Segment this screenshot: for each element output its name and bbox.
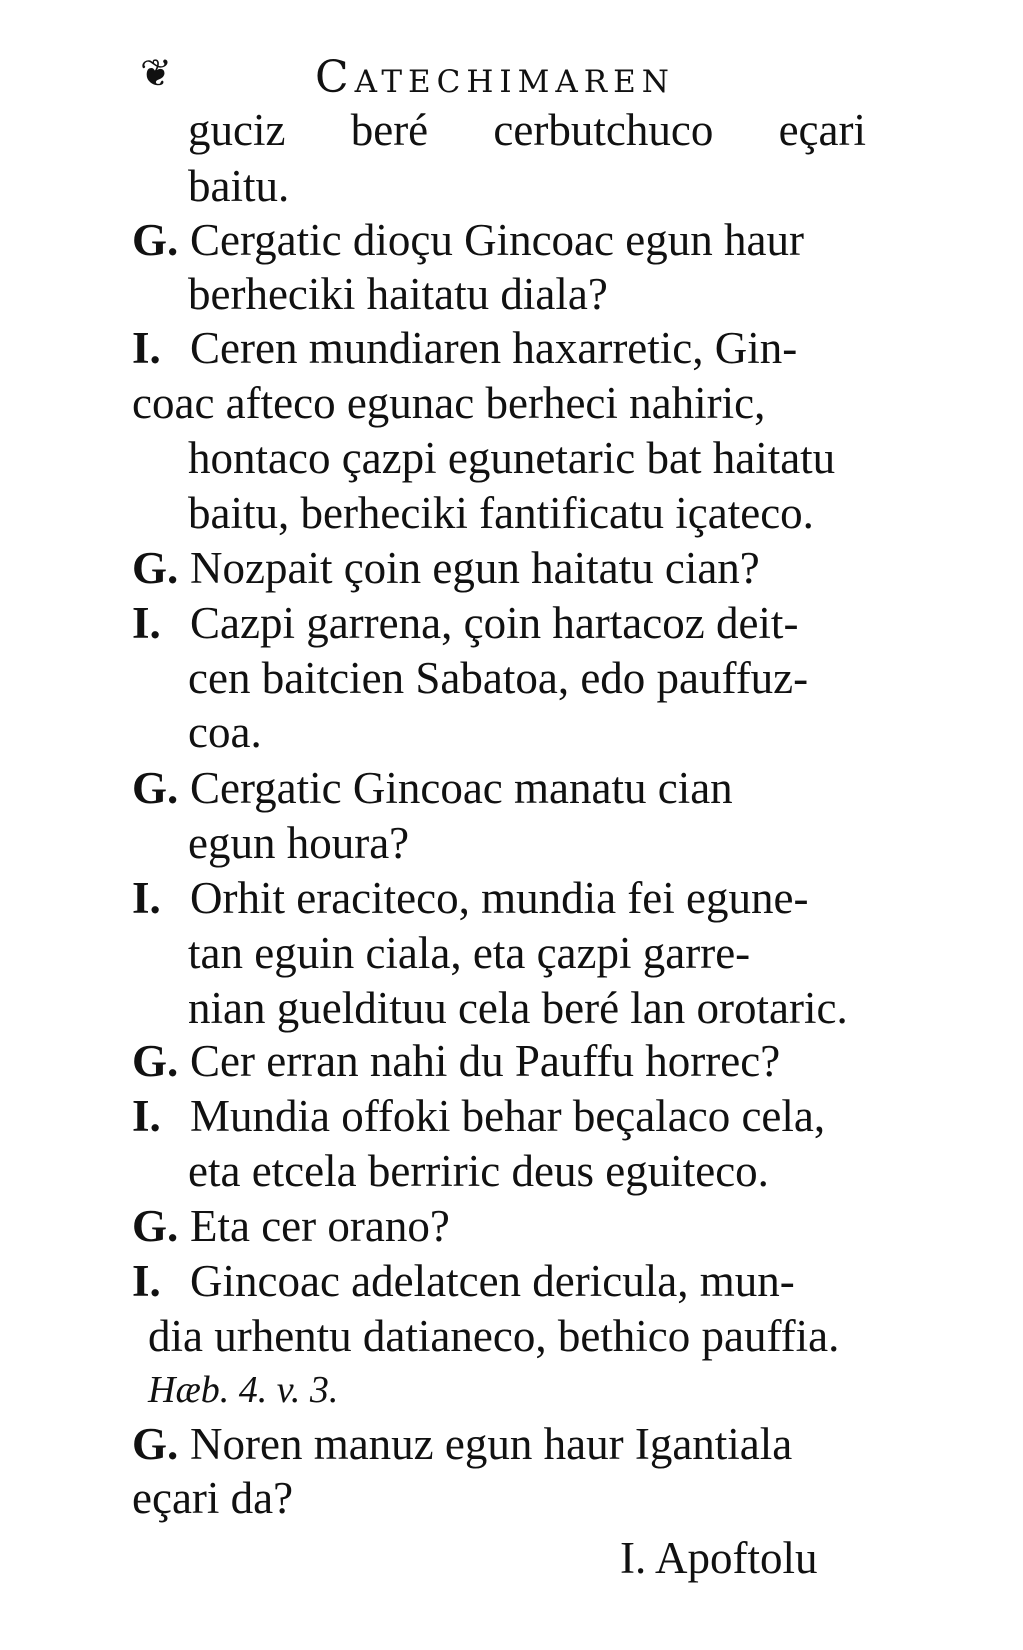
text-line: tan eguin ciala, eta çazpi garre- (188, 928, 751, 978)
speaker-label: G. (132, 543, 179, 593)
dialogue-line: I. Gincoac adelatcen dericula, mun- (132, 1253, 795, 1309)
dialogue-line: G. Cer erran nahi du Pauffu horrec? (132, 1033, 780, 1089)
text-line: coac afteco egunac berheci nahiric, (132, 378, 766, 428)
dialogue-line: G. Nozpait çoin egun haitatu cian? (132, 540, 760, 596)
text-line: dia urhentu datianeco, bethico pauffia. (148, 1311, 840, 1361)
scripture-reference: Hæb. 4. v. 3. (148, 1369, 339, 1411)
text-line: nian gueldituu cela beré lan orotaric. (188, 983, 848, 1033)
dialogue-line: I. Mundia offoki behar beçalaco cela, (132, 1088, 825, 1144)
dialogue-line: G. Eta cer orano? (132, 1198, 450, 1254)
text-line: coa. (188, 707, 262, 757)
text-line: guciz beré cerbutchuco eçari (188, 105, 866, 155)
text-line: baitu. (188, 161, 290, 211)
speaker-label: I. (132, 1256, 161, 1306)
text-line: cen baitcien Sabatoa, edo pauffuz- (188, 653, 809, 703)
speaker-label: G. (132, 1036, 179, 1086)
speaker-label: G. (132, 1201, 179, 1251)
speaker-label: I. (132, 1091, 161, 1141)
dialogue-line: I. Orhit eraciteco, mundia fei egune- (132, 870, 808, 926)
speaker-label: G. (132, 215, 179, 265)
dialogue-line: G. Cergatic Gincoac manatu cian (132, 760, 733, 816)
text-line: berheciki haitatu diala? (188, 269, 608, 319)
text-line: egun houra? (188, 818, 410, 868)
speaker-label: G. (132, 763, 179, 813)
dialogue-line: G. Noren manuz egun haur Igantiala (132, 1416, 792, 1472)
speaker-label: I. (132, 873, 161, 923)
text-line: hontaco çazpi egunetaric bat haitatu (188, 433, 836, 483)
fleuron-icon: ❦ (140, 51, 172, 95)
dialogue-line: G. Cergatic dioçu Gincoac egun haur (132, 212, 804, 268)
dialogue-line: I. Ceren mundiaren haxarretic, Gin- (132, 320, 797, 376)
page-header (140, 48, 900, 108)
text-line: eçari da? (132, 1473, 294, 1523)
speaker-label: I. (132, 598, 161, 648)
dialogue-line: I. Cazpi garrena, çoin hartacoz deit- (132, 595, 798, 651)
text-line: baitu, berheciki fantificatu içateco. (188, 488, 814, 538)
text-line: eta etcela berriric deus eguiteco. (188, 1146, 769, 1196)
catchword: I. Apoftolu (620, 1533, 818, 1583)
speaker-label: I. (132, 323, 161, 373)
speaker-label: G. (132, 1419, 179, 1469)
running-title: Catechimaren (315, 52, 675, 103)
